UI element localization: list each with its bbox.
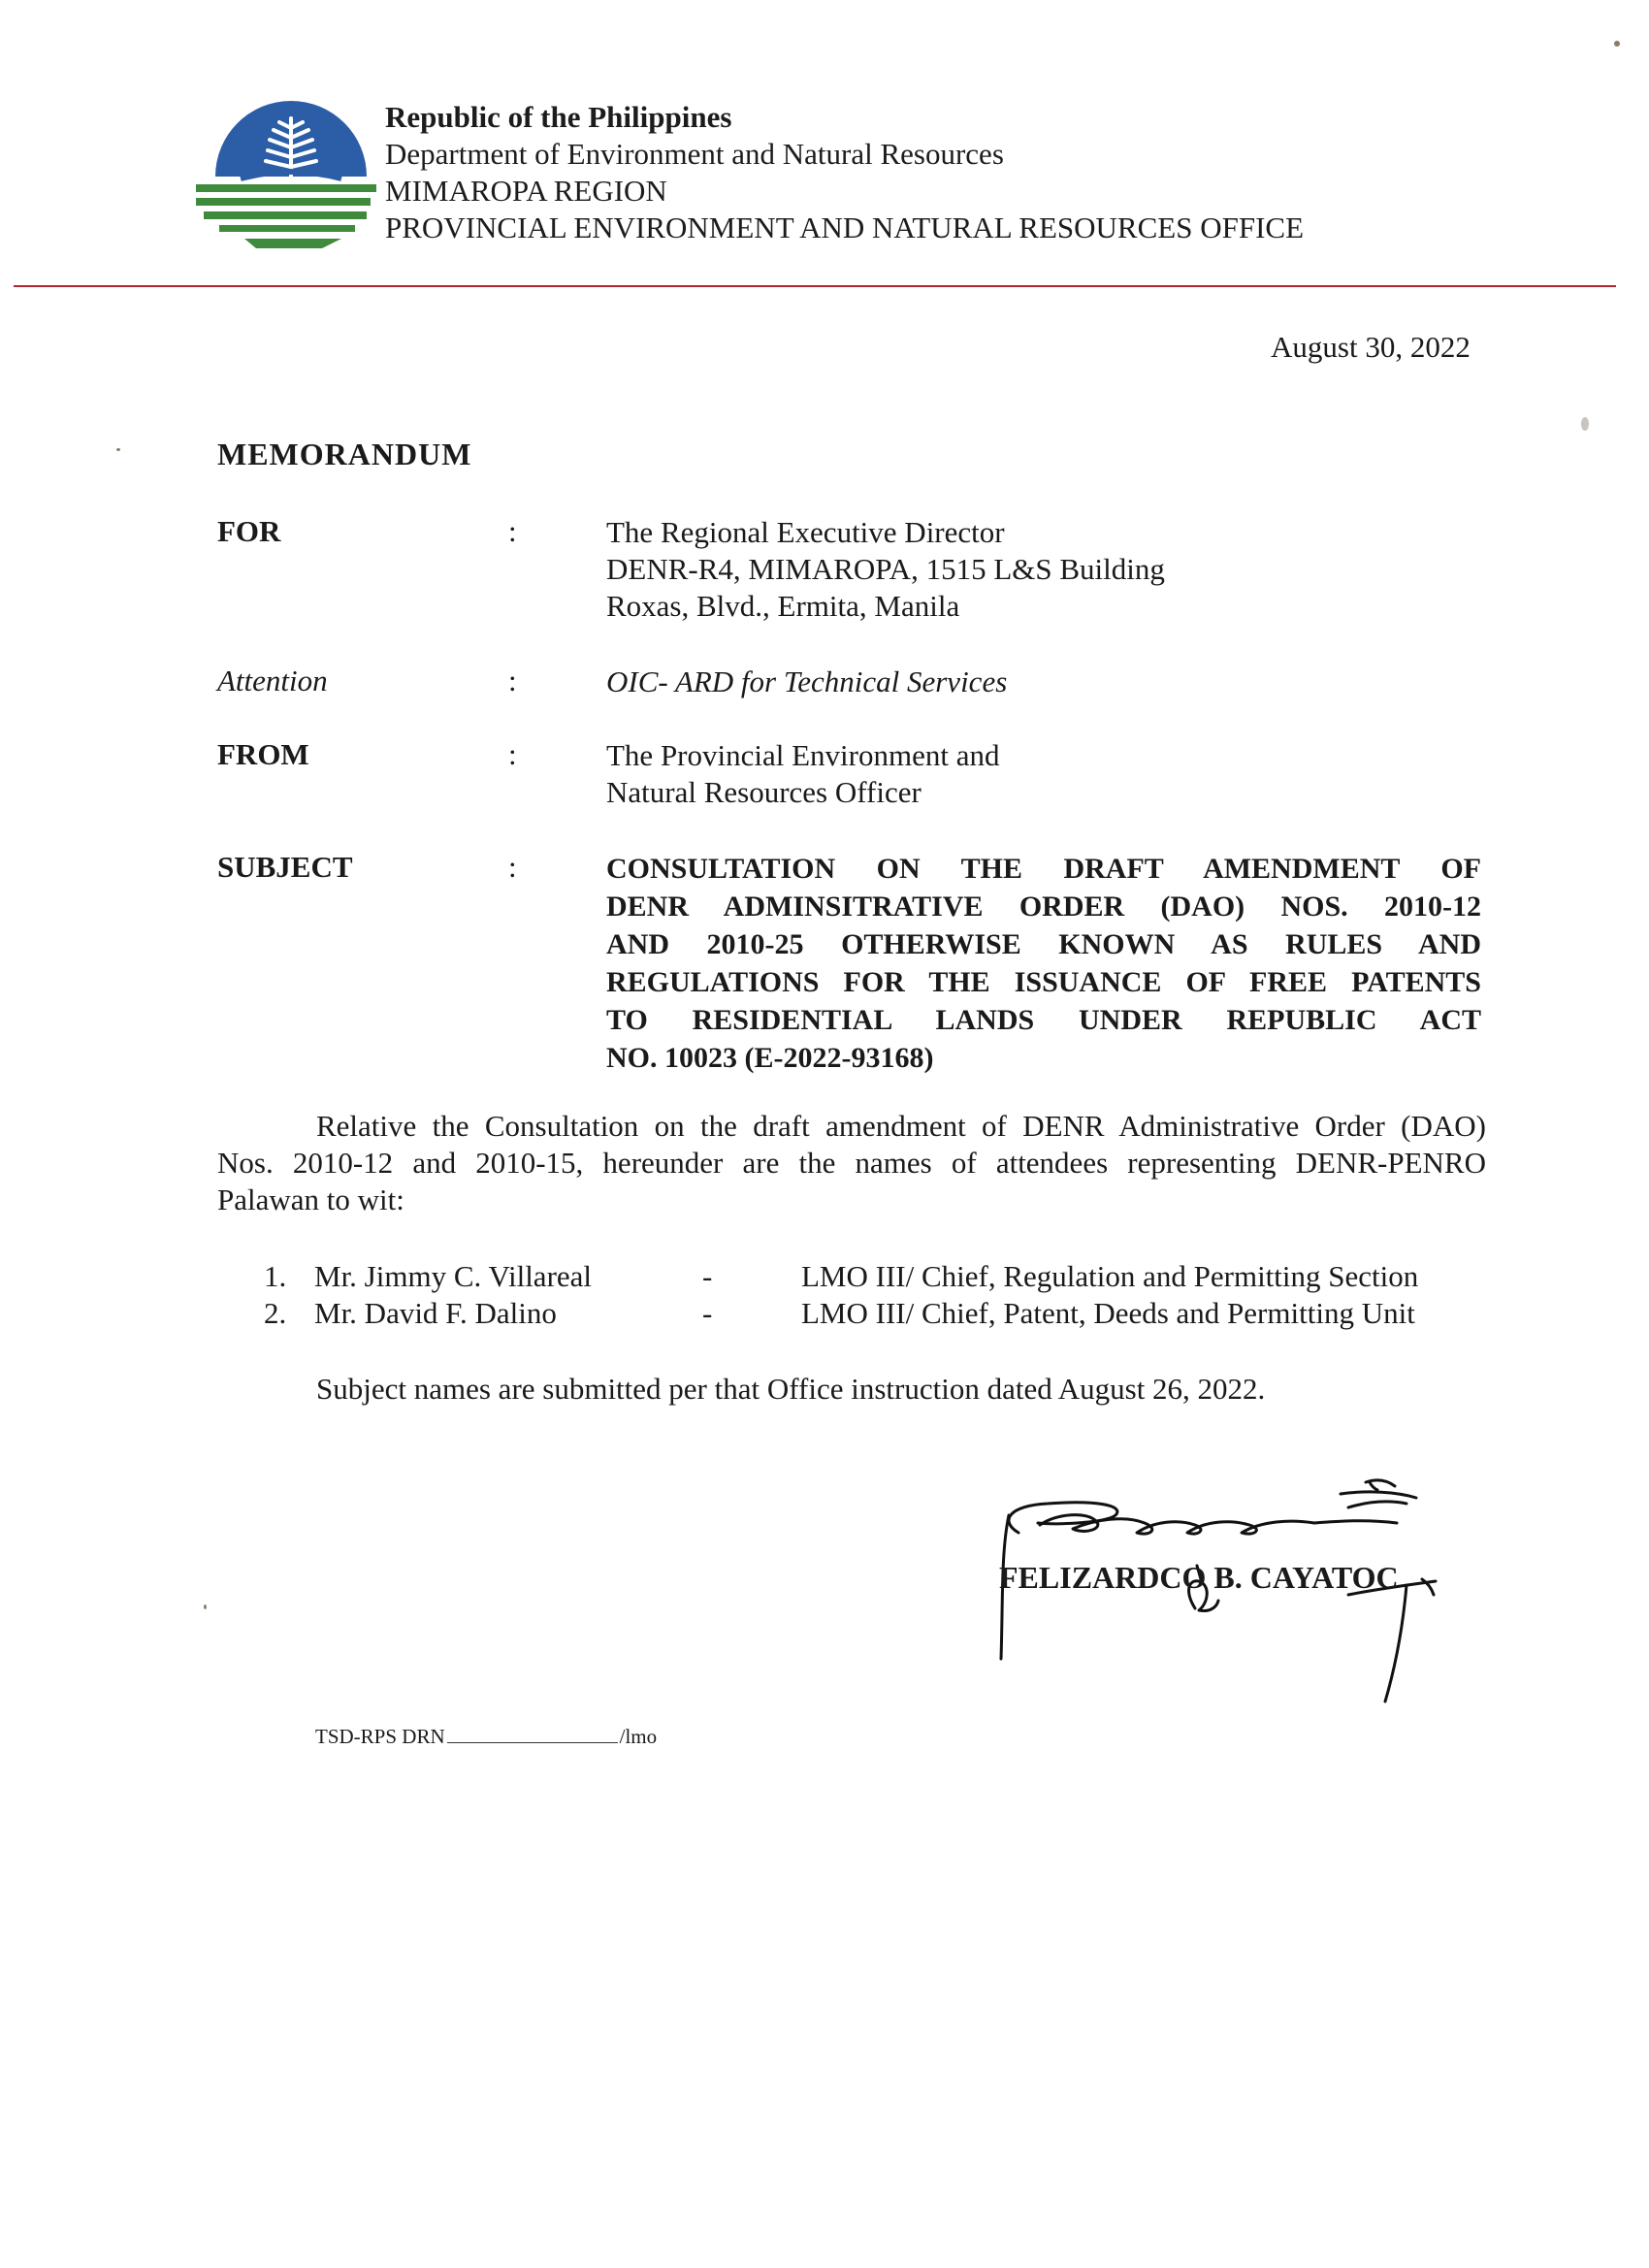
from-line: Natural Resources Officer [606, 775, 922, 809]
for-line: Roxas, Blvd., Ermita, Manila [606, 589, 960, 623]
subject-line: CONSULTATION ON THE DRAFT AMENDMENT OF [606, 853, 1481, 885]
attendee-position: LMO III/ Chief, Patent, Deeds and Permitting Unit [801, 1296, 1415, 1330]
attendee-position: LMO III/ Chief, Regulation and Permitting Section [801, 1259, 1419, 1293]
letterhead-country: Republic of the Philippines [385, 100, 732, 134]
memo-title: MEMORANDUM [217, 437, 472, 471]
paragraph-line: Palawan to wit: [217, 1183, 404, 1216]
letterhead [385, 99, 1304, 246]
letterhead-region: MIMAROPA REGION [385, 174, 667, 208]
for-line: The Regional Executive Director [606, 515, 1005, 549]
scan-speck [204, 1604, 207, 1609]
subject-colon: : [508, 850, 517, 884]
subject-line: REGULATIONS FOR THE ISSUANCE OF FREE PATENTS [606, 966, 1481, 998]
from-value [606, 737, 999, 811]
letterhead-department: Department of Environment and Natural Resources [385, 137, 1004, 171]
body-paragraph [217, 1108, 1486, 1218]
denr-logo [196, 97, 380, 262]
closing-sentence: Subject names are submitted per that Office instruction dated August 26, 2022. [316, 1372, 1266, 1406]
memo-date: August 30, 2022 [1271, 330, 1471, 364]
signatory-name: FELIZARDCO B. CAYATOC [999, 1560, 1399, 1595]
attention-colon: : [508, 664, 517, 697]
attention-value: OIC- ARD for Technical Services [606, 664, 1008, 698]
subject-label: SUBJECT [217, 850, 353, 884]
scan-speck [116, 448, 120, 451]
header-divider [14, 285, 1616, 287]
attendee-number: 2. [264, 1296, 287, 1330]
reference-prefix: TSD-RPS DRN [315, 1725, 445, 1748]
reference-suffix: /lmo [619, 1725, 658, 1748]
paragraph-line: Nos. 2010-12 and 2010-15, hereunder are the names of attendees representing DENR-PENRO [217, 1146, 1486, 1180]
attendee-name: Mr. Jimmy C. Villareal [314, 1259, 593, 1293]
attendee-number: 1. [264, 1259, 287, 1293]
from-label: FROM [217, 737, 309, 771]
subject-line: DENR ADMINSITRATIVE ORDER (DAO) NOS. 2010-12 [606, 891, 1481, 923]
from-colon: : [508, 737, 517, 771]
for-line: DENR-R4, MIMAROPA, 1515 L&S Building [606, 552, 1165, 586]
letterhead-office: PROVINCIAL ENVIRONMENT AND NATURAL RESOURCES OFFICE [385, 211, 1304, 244]
for-colon: : [508, 514, 517, 548]
scan-speck [1581, 417, 1589, 431]
attendee-dash: - [702, 1259, 713, 1293]
attendee-dash: - [702, 1296, 713, 1330]
paragraph-line: Relative the Consultation on the draft amendment of DENR Administrative Order (DAO) [316, 1109, 1486, 1143]
reference-line [315, 1725, 657, 1749]
handwritten-signature [980, 1465, 1484, 1736]
subject-line: TO RESIDENTIAL LANDS UNDER REPUBLIC ACT [606, 1004, 1481, 1036]
subject-line: NO. 10023 (E-2022-93168) [606, 1042, 934, 1074]
for-value [606, 514, 1165, 625]
from-line: The Provincial Environment and [606, 738, 1000, 772]
for-label: FOR [217, 514, 281, 548]
scan-speck [1614, 41, 1620, 47]
subject-value [606, 850, 1481, 1077]
attention-label: Attention [217, 664, 328, 697]
subject-line: AND 2010-25 OTHERWISE KNOWN AS RULES AND [606, 928, 1481, 960]
attendee-name: Mr. David F. Dalino [314, 1296, 557, 1330]
reference-blank [447, 1725, 618, 1743]
